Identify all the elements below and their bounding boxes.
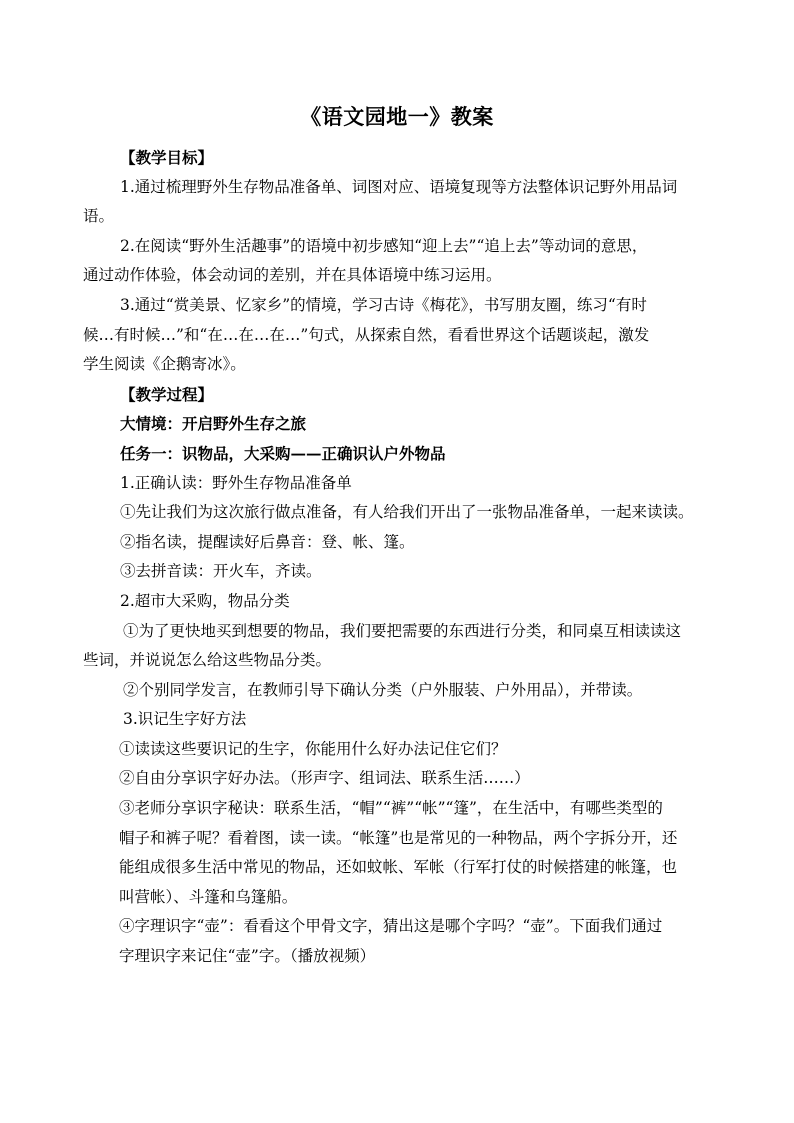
paragraph-line: 2.超市大采购，物品分类 bbox=[120, 591, 290, 610]
paragraph-line: 字理识字来记住“壶”字。（播放视频） bbox=[119, 947, 376, 966]
paragraph-line: ②自由分享识字好办法。（形声字、组词法、联系生活……） bbox=[119, 769, 530, 788]
paragraph-line: ③老师分享识字秘诀：联系生活，“帽”“裤”“帐”“篷”，在生活中，有哪些类型的 bbox=[119, 799, 663, 818]
paragraph-line: 2.在阅读“野外生活趣事”的语境中初步感知“迎上去”“追上去”等动词的意思， bbox=[120, 236, 648, 255]
section-heading-process: 【教学过程】 bbox=[120, 384, 214, 404]
paragraph-line: ②个别同学发言，在教师引导下确认分类（户外服装、户外用品），并带读。 bbox=[123, 680, 643, 699]
paragraph-line: 3.识记生字好方法 bbox=[123, 710, 247, 729]
paragraph-line: 叫营帐）、斗篷和乌篷船。 bbox=[119, 887, 298, 906]
paragraph-line: 1.正确认读：野外生存物品准备单 bbox=[120, 473, 352, 492]
paragraph-line: ①先让我们为这次旅行做点准备，有人给我们开出了一张物品准备单，一起来读读。 bbox=[120, 503, 694, 522]
task-heading: 任务一：识物品，大采购——正确识认户外物品 bbox=[120, 443, 446, 463]
paragraph-line: 帽子和裤子呢？看着图，读一读。“帐篷”也是常见的一种物品，两个字拆分开，还 bbox=[119, 828, 678, 847]
paragraph-line: 候…有时候…”和“在…在…在…”句式，从探索自然，看看世界这个话题谈起，激发 bbox=[83, 325, 650, 344]
paragraph-line: ③去拼音读：开火车，齐读。 bbox=[120, 562, 322, 581]
paragraph-line: 学生阅读《企鹅寄冰》。 bbox=[83, 355, 246, 374]
paragraph-line: 语。 bbox=[83, 207, 115, 226]
paragraph-line: 3.通过“赏美景、忆家乡”的情境，学习古诗《梅花》，书写朋友圈，练习“有时 bbox=[120, 295, 647, 314]
document-body bbox=[83, 143, 711, 972]
paragraph-line: 能组成很多生活中常见的物品，还如蚊帐、军帐（行军打仗的时候搭建的帐篷，也 bbox=[119, 858, 678, 877]
paragraph-line: ①读读这些要识记的生字，你能用什么好办法记住它们？ bbox=[119, 739, 507, 758]
scenario-heading: 大情境：开启野外生存之旅 bbox=[120, 414, 307, 434]
paragraph-line: ①为了更快地买到想要的物品，我们要把需要的东西进行分类，和同桌互相读读这 bbox=[123, 621, 682, 640]
paragraph-line: 通过动作体验，体会动词的差别，并在具体语境中练习运用。 bbox=[83, 266, 502, 285]
paragraph-line: ②指名读，提醒读好后鼻音：登、帐、篷。 bbox=[120, 532, 415, 551]
section-heading-objectives: 【教学目标】 bbox=[120, 148, 214, 167]
paragraph-line: 些词，并说说怎么给这些物品分类。 bbox=[83, 651, 332, 670]
document-title: 《语文园地一》教案 bbox=[300, 104, 494, 129]
paragraph-line: ④字理识字“壶”：看看这个甲骨文字，猜出这是哪个字吗？“壶”。下面我们通过 bbox=[119, 917, 663, 936]
paragraph-line: 1.通过梳理野外生存物品准备单、词图对应、语境复现等方法整体识记野外用品词 bbox=[120, 177, 678, 196]
